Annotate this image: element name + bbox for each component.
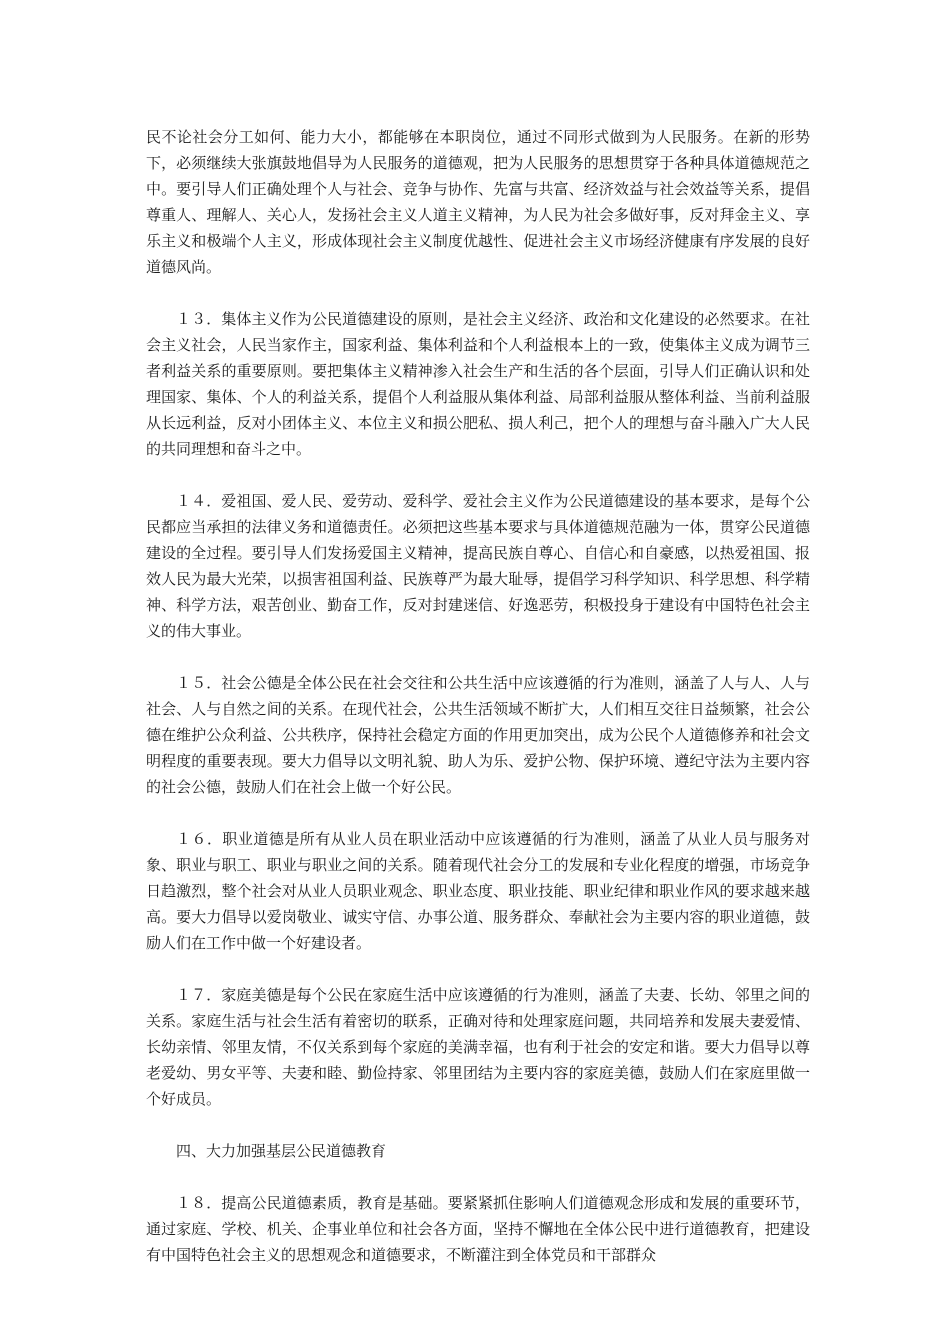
paragraph-16: １６．职业道德是所有从业人员在职业活动中应该遵循的行为准则，涵盖了从业人员与服务对象、职业与职工、职业与职业之间的关系。随着现代社会分工的发展和专业化程度的增强，市场竞争日趋激烈，整个社会对从业人员职业观念、职业态度、职业技能、职业纪律和职业作风的要求越来越高。要大力倡导以爱岗敬业、诚实守信、办事公道、服务群众、奉献社会为主要内容的职业道德，鼓励人们在工作中做一个好建设者。	[146, 830, 810, 952]
paragraph-18: １８．提高公民道德素质，教育是基础。要紧紧抓住影响人们道德观念形成和发展的重要环节，通过家庭、学校、机关、企事业单位和社会各方面，坚持不懈地在全体公民中进行道德教育，把建设有中国特色社会主义的思想观念和道德要求，不断灌注到全体党员和干部群众	[146, 1194, 810, 1264]
section-heading: 四、大力加强基层公民道德教育	[176, 1142, 387, 1160]
document-body	[146, 124, 810, 1294]
paragraph-14: １４．爱祖国、爱人民、爱劳动、爱科学、爱社会主义作为公民道德建设的基本要求，是每个公民都应当承担的法律义务和道德责任。必须把这些基本要求与具体道德规范融为一体，贯穿公民道德建设的全过程。要引导人们发扬爱国主义精神，提高民族自尊心、自信心和自豪感，以热爱祖国、报效人民为最大光荣，以损害祖国利益、民族尊严为最大耻辱，提倡学习科学知识、科学思想、科学精神、科学方法，艰苦创业、勤奋工作，反对封建迷信、好逸恶劳，积极投身于建设有中国特色社会主义的伟大事业。	[146, 492, 810, 640]
paragraph-continuation: 民不论社会分工如何、能力大小，都能够在本职岗位，通过不同形式做到为人民服务。在新的形势下，必须继续大张旗鼓地倡导为人民服务的道德观，把为人民服务的思想贯穿于各种具体道德规范之中。要引导人们正确处理个人与社会、竞争与协作、先富与共富、经济效益与社会效益等关系，提倡尊重人、理解人、关心人，发扬社会主义人道主义精神，为人民为社会多做好事，反对拜金主义、享乐主义和极端个人主义，形成体现社会主义制度优越性、促进社会主义市场经济健康有序发展的良好道德风尚。	[146, 128, 810, 276]
paragraph-15: １５．社会公德是全体公民在社会交往和公共生活中应该遵循的行为准则，涵盖了人与人、人与社会、人与自然之间的关系。在现代社会，公共生活领域不断扩大，人们相互交往日益频繁，社会公德在维护公众利益、公共秩序，保持社会稳定方面的作用更加突出，成为公民个人道德修养和社会文明程度的重要表现。要大力倡导以文明礼貌、助人为乐、爱护公物、保护环境、遵纪守法为主要内容的社会公德，鼓励人们在社会上做一个好公民。	[146, 674, 810, 796]
paragraph-17: １７．家庭美德是每个公民在家庭生活中应该遵循的行为准则，涵盖了夫妻、长幼、邻里之间的关系。家庭生活与社会生活有着密切的联系，正确对待和处理家庭问题，共同培养和发展夫妻爱情、长幼亲情、邻里友情，不仅关系到每个家庭的美满幸福，也有利于社会的安定和谐。要大力倡导以尊老爱幼、男女平等、夫妻和睦、勤俭持家、邻里团结为主要内容的家庭美德，鼓励人们在家庭里做一个好成员。	[146, 986, 810, 1108]
paragraph-13: １３．集体主义作为公民道德建设的原则，是社会主义经济、政治和文化建设的必然要求。在社会主义社会，人民当家作主，国家利益、集体利益和个人利益根本上的一致，使集体主义成为调节三者利益关系的重要原则。要把集体主义精神渗入社会生产和生活的各个层面，引导人们正确认识和处理国家、集体、个人的利益关系，提倡个人利益服从集体利益、局部利益服从整体利益、当前利益服从长远利益，反对小团体主义、本位主义和损公肥私、损人利己，把个人的理想与奋斗融入广大人民的共同理想和奋斗之中。	[146, 310, 810, 458]
